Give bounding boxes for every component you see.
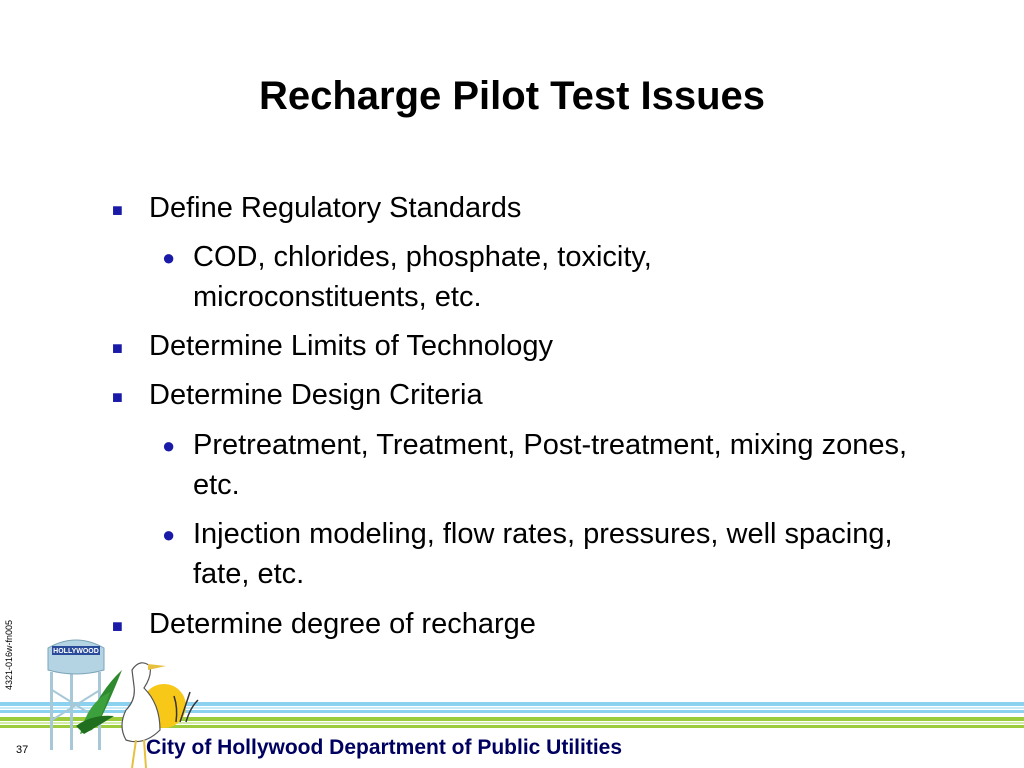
sub-bullet-text: Pretreatment, Treatment, Post-treatment, mixing zones, etc. xyxy=(193,429,908,501)
sub-bullet-text: Injection modeling, flow rates, pressures, well spacing, fate, etc. xyxy=(193,518,893,590)
square-bullet-icon: ■ xyxy=(112,200,123,220)
page-number: 37 xyxy=(16,744,29,756)
sub-bullet-item xyxy=(162,425,952,505)
square-bullet-icon: ■ xyxy=(112,338,123,358)
bullet-item xyxy=(112,326,553,366)
dot-bullet-icon: ● xyxy=(162,522,176,547)
dot-bullet-icon: ● xyxy=(162,433,176,458)
bullet-text: Determine Design Criteria xyxy=(149,379,483,411)
bullet-item xyxy=(112,188,521,228)
bullet-item xyxy=(112,375,483,415)
slide-title: Recharge Pilot Test Issues xyxy=(258,74,766,118)
square-bullet-icon: ■ xyxy=(112,616,123,636)
sub-bullet-item xyxy=(162,237,952,317)
dot-bullet-icon: ● xyxy=(162,245,176,270)
document-code: 4321-016w-fn005 xyxy=(4,619,14,690)
water-tower-icon xyxy=(48,640,104,750)
bullet-text: Determine degree of recharge xyxy=(149,608,536,640)
square-bullet-icon: ■ xyxy=(112,387,123,407)
sub-bullet-item xyxy=(162,514,952,594)
bullet-text: Define Regulatory Standards xyxy=(149,192,522,224)
logo-text: HOLLYWOOD xyxy=(53,648,99,655)
bullet-text: Determine Limits of Technology xyxy=(149,330,554,362)
footer-organization: City of Hollywood Department of Public Utilities xyxy=(146,736,623,759)
sub-bullet-text: COD, chlorides, phosphate, toxicity, microconstituents, etc. xyxy=(193,241,652,313)
